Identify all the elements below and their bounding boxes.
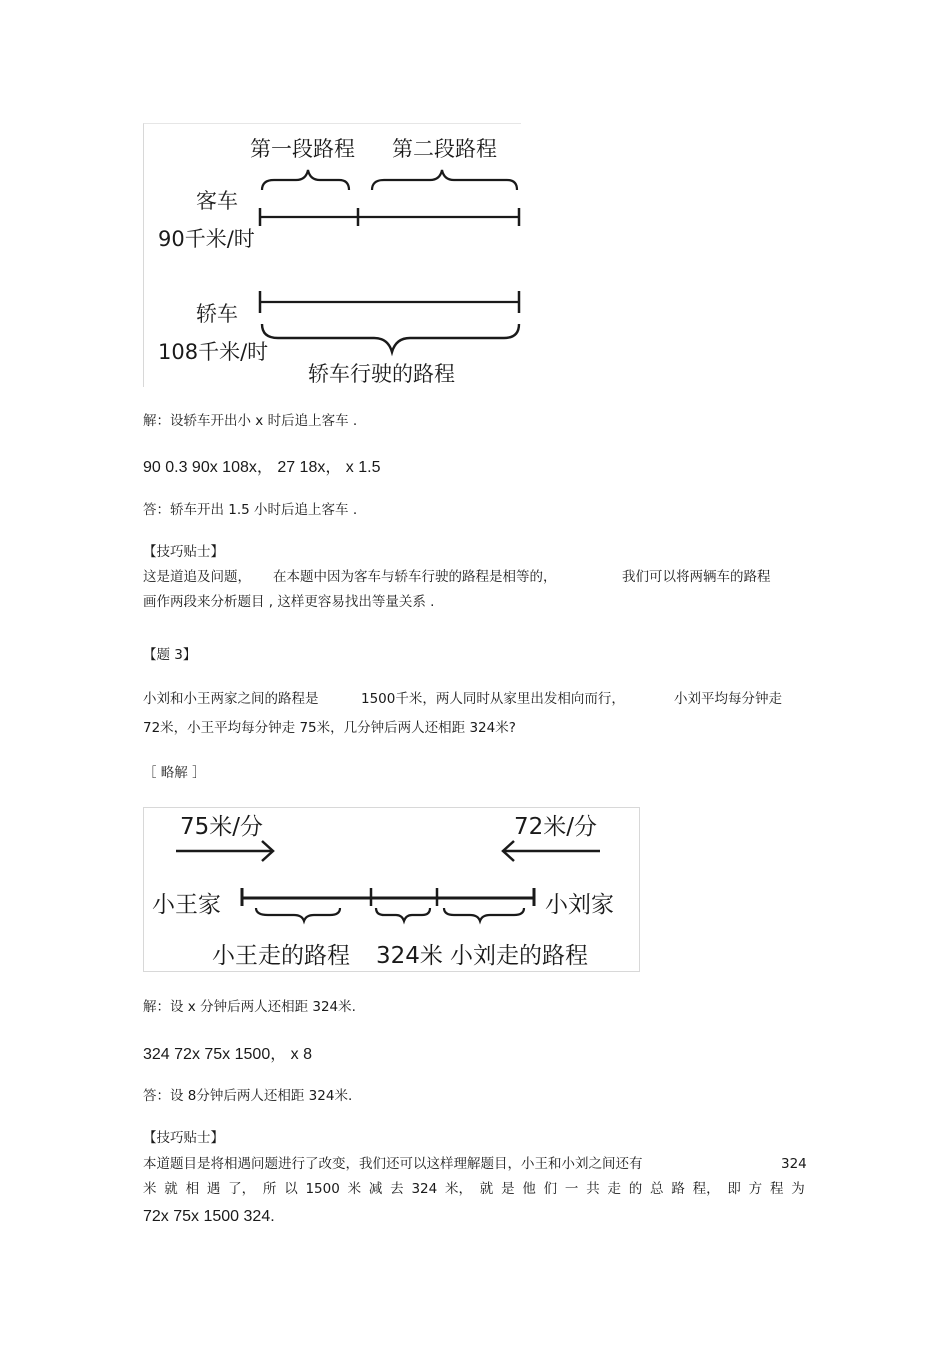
car-route-label: 轿车行驶的路程 [308, 362, 455, 386]
tip-line2-word: 了， [228, 1181, 256, 1197]
tip-line2-word: 就 [164, 1181, 178, 1197]
problem3-line1b: 1500千米，两人同时从家里出发相向而行， [361, 691, 625, 707]
tip-line2-word: 为 [791, 1181, 805, 1197]
problem2-tip-title: 【技巧贴士】 [143, 544, 224, 560]
tip-line2-word: 程， [692, 1181, 720, 1197]
problem2-solution: 解：设轿车开出小 x 时后追上客车 . [143, 413, 358, 429]
bus-speed-label: 90千米/时 [158, 227, 255, 251]
problem3-title: 【题 3】 [143, 647, 197, 663]
meeting-diagram [143, 807, 640, 972]
tip-line2-word: 总 [650, 1181, 664, 1197]
car-speed-label: 108千米/时 [158, 340, 269, 364]
tip-line2-word: 以 [284, 1181, 298, 1197]
liu-home-label: 小刘家 [545, 892, 614, 918]
first-segment-label: 第一段路程 [250, 137, 355, 161]
tip-line2-word: 就 [479, 1181, 494, 1197]
tip-line2-word: 相 [185, 1181, 200, 1197]
tip-line2-word: 共 [586, 1181, 600, 1197]
first-segment-brace [262, 170, 349, 190]
tip-line2-word: 所 [262, 1181, 277, 1197]
meeting-diagram-svg [144, 808, 639, 971]
gap-label: 324米 [376, 943, 443, 969]
problem2-tip-line1a: 这是道追及问题， [143, 569, 251, 585]
tip-line2-word: 路 [671, 1181, 685, 1197]
wang-home-label: 小王家 [152, 892, 221, 918]
car-label: 轿车 [196, 302, 238, 326]
liu-route-label: 小刘走的路程 [450, 943, 588, 969]
tip-line2-word: 方 [748, 1181, 763, 1197]
problem2-tip-line1b: 在本题中因为客车与轿车行驶的路程是相等的， [273, 569, 557, 585]
wang-route-brace [256, 908, 340, 921]
car-route-brace [262, 324, 519, 352]
tip-line2-word: 即 [727, 1181, 741, 1197]
problem2-tip-line2: 画作两段来分析题目 , 这样更容易找出等量关系 . [143, 594, 435, 610]
wang-route-label: 小王走的路程 [212, 943, 350, 969]
tip-line2-word: 米 [347, 1181, 362, 1197]
problem3-tip-line1a: 本道题目是将相遇问题进行了改变，我们还可以这样理解题目，小王和小刘之间还有 [143, 1156, 643, 1172]
tip-line2-word: 程 [769, 1181, 784, 1197]
problem2-answer: 答：轿车开出 1.5 小时后追上客车 . [143, 502, 358, 518]
tip-line2-word: 米 [143, 1181, 157, 1197]
problem3-brief: ［ 略解 ］ [143, 765, 206, 781]
problem3-equation: 324 72x 75x 1500， x 8 [143, 1046, 313, 1063]
tip-line2-word: 1500 [305, 1181, 340, 1197]
problem3-line1a: 小刘和小王两家之间的路程是 [143, 691, 319, 707]
tip-line2-word: 324 [411, 1181, 438, 1197]
problem3-tip-line3: 72x 75x 1500 324. [143, 1208, 275, 1225]
tip-line2-word: 他 [522, 1181, 536, 1197]
tip-line2-word: 减 [368, 1181, 383, 1197]
second-segment-label: 第二段路程 [392, 137, 497, 161]
problem3-solution: 解：设 x 分钟后两人还相距 324米. [143, 999, 356, 1015]
problem2-tip-line1c: 我们可以将两辆车的路程 [622, 569, 771, 585]
problem3-tip-line2 [143, 1183, 805, 1197]
liu-route-brace [444, 908, 524, 921]
pursuit-diagram [143, 123, 521, 387]
tip-line2-word: 米， [445, 1181, 473, 1197]
liu-speed-label: 72米/分 [514, 814, 598, 840]
tip-line2-word: 走 [607, 1181, 621, 1197]
problem3-answer: 答：设 8分钟后两人还相距 324米. [143, 1088, 353, 1104]
problem3-line2: 72米，小王平均每分钟走 75米，几分钟后两人还相距 324米? [143, 720, 516, 736]
tip-line2-word: 一 [564, 1181, 579, 1197]
problem3-tip-title: 【技巧贴士】 [143, 1130, 224, 1146]
pursuit-diagram-svg [144, 124, 521, 387]
problem2-equation: 90 0.3 90x 108x， 27 18x， x 1.5 [143, 459, 381, 476]
tip-line2-word: 遇 [206, 1181, 221, 1197]
problem3-tip-line1b: 324 [781, 1156, 807, 1172]
tip-line2-word: 的 [628, 1181, 643, 1197]
problem3-line1c: 小刘平均每分钟走 [674, 691, 782, 707]
gap-brace [376, 908, 430, 921]
tip-line2-word: 去 [390, 1181, 404, 1197]
tip-line2-word: 们 [543, 1181, 558, 1197]
bus-label: 客车 [196, 189, 238, 213]
wang-speed-label: 75米/分 [180, 814, 264, 840]
tip-line2-word: 是 [501, 1181, 515, 1197]
second-segment-brace [372, 170, 517, 190]
